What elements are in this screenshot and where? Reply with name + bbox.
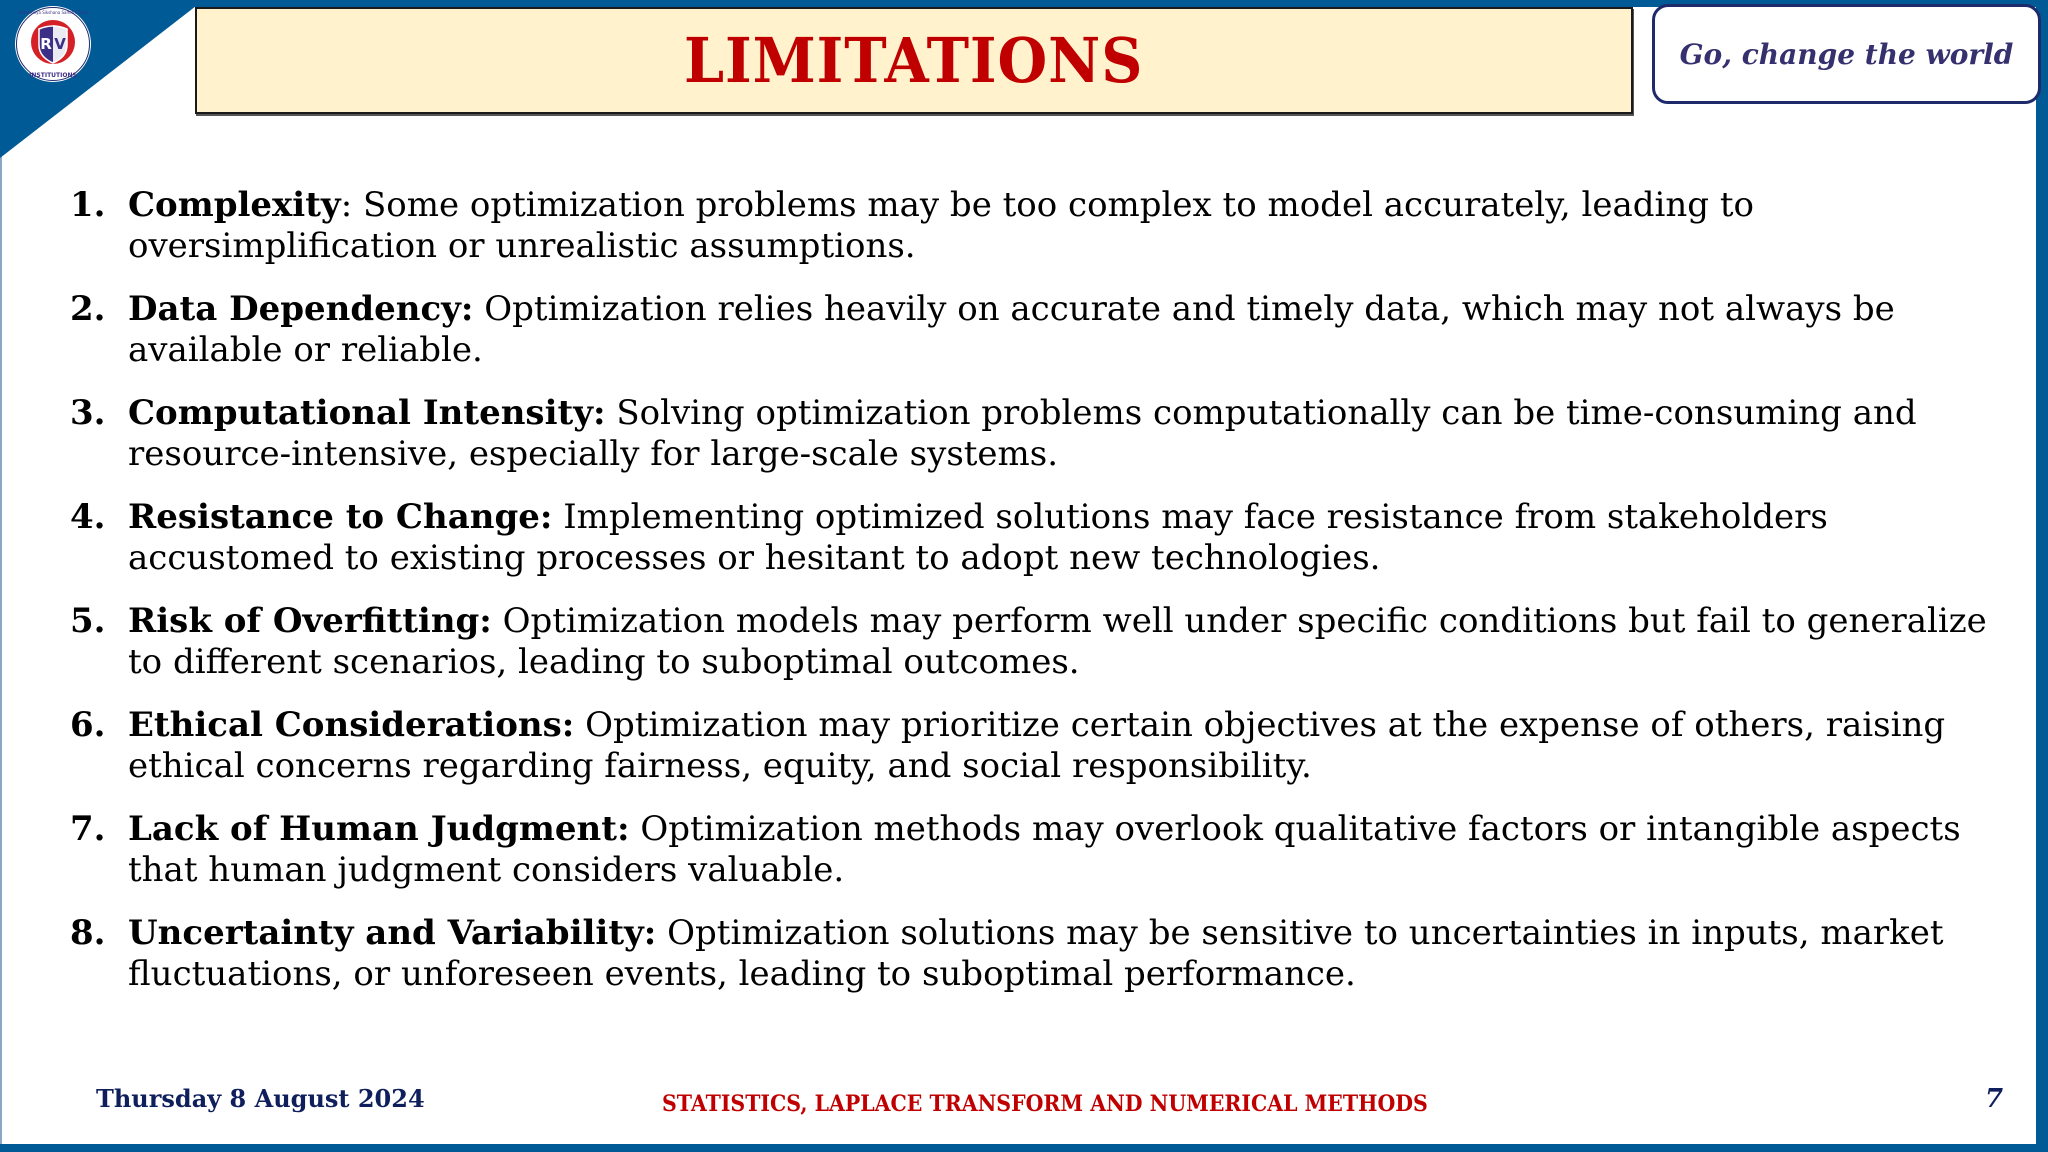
item-separator: :	[340, 185, 363, 225]
svg-text:INSTITUTIONS: INSTITUTIONS	[29, 72, 77, 79]
item-number: 5.	[70, 601, 106, 641]
item-number: 3.	[70, 393, 106, 433]
item-separator	[606, 393, 617, 433]
item-term: Computational Intensity:	[128, 393, 606, 433]
svg-text:Rashtreeya Sikshana Samithi Tr: Rashtreeya Sikshana Samithi Trust	[18, 10, 88, 15]
footer-course-title: STATISTICS, LAPLACE TRANSFORM AND NUMERICAL METHODS	[662, 1091, 1428, 1117]
item-separator	[473, 289, 484, 329]
list-item	[70, 913, 2000, 995]
item-term: Risk of Overfitting:	[128, 601, 492, 641]
svg-text:V: V	[54, 35, 66, 53]
slide-number: 7	[1985, 1084, 2004, 1114]
item-term: Complexity	[128, 185, 341, 225]
item-description: Optimization models may perform well under specific conditions but fail to generalize to different scenarios, leading to suboptimal outcomes.	[128, 601, 1987, 682]
item-term: Data Dependency:	[128, 289, 474, 329]
item-description: Some optimization problems may be too complex to model accurately, leading to oversimplification or unrealistic assumptions.	[128, 185, 1754, 266]
list-item	[70, 393, 2000, 475]
item-separator	[630, 809, 641, 849]
item-description: Implementing optimized solutions may face resistance from stakeholders accustomed to existing processes or hesitant to adopt new technologies.	[128, 497, 1828, 578]
item-separator	[574, 705, 585, 745]
item-number: 2.	[70, 289, 106, 329]
footer-date: Thursday 8 August 2024	[96, 1084, 425, 1113]
list-item	[70, 289, 2000, 371]
bottom-frame-bar	[0, 1144, 2048, 1152]
item-number: 8.	[70, 913, 106, 953]
item-term: Uncertainty and Variability:	[128, 913, 657, 953]
item-number: 4.	[70, 497, 106, 537]
list-item	[70, 185, 2000, 267]
item-description: Optimization methods may overlook qualitative factors or intangible aspects that human judgment considers valuable.	[128, 809, 1961, 890]
item-description: Optimization relies heavily on accurate and timely data, which may not always be available or reliable.	[128, 289, 1895, 370]
item-description: Optimization may prioritize certain objectives at the expense of others, raising ethical concerns regarding fairness, equity, and social responsibility.	[128, 705, 1946, 786]
item-description: Optimization solutions may be sensitive to uncertainties in inputs, market fluctuations, or unforeseen events, leading to suboptimal performance.	[128, 913, 1944, 994]
limitations-list	[70, 185, 2000, 1017]
item-term: Ethical Considerations:	[128, 705, 575, 745]
title-banner	[195, 7, 1633, 114]
item-separator	[656, 913, 667, 953]
item-number: 7.	[70, 809, 106, 849]
list-item	[70, 497, 2000, 579]
rv-institutions-logo-icon	[14, 5, 92, 83]
tagline-box	[1652, 4, 2041, 104]
page-title: LIMITATIONS	[684, 24, 1144, 97]
list-item	[70, 601, 2000, 683]
svg-text:R: R	[40, 35, 52, 53]
list-item	[70, 809, 2000, 891]
item-term: Resistance to Change:	[128, 497, 553, 537]
item-description: Solving optimization problems computationally can be time-consuming and resource-intensive, especially for large-scale systems.	[128, 393, 1917, 474]
right-frame-bar	[2036, 0, 2048, 1152]
item-separator	[552, 497, 563, 537]
tagline-text: Go, change the world	[1679, 37, 2014, 71]
item-number: 1.	[70, 185, 106, 225]
list-item	[70, 705, 2000, 787]
left-frame-bar	[0, 0, 2, 1152]
item-separator	[492, 601, 503, 641]
item-term: Lack of Human Judgment:	[128, 809, 630, 849]
item-number: 6.	[70, 705, 106, 745]
